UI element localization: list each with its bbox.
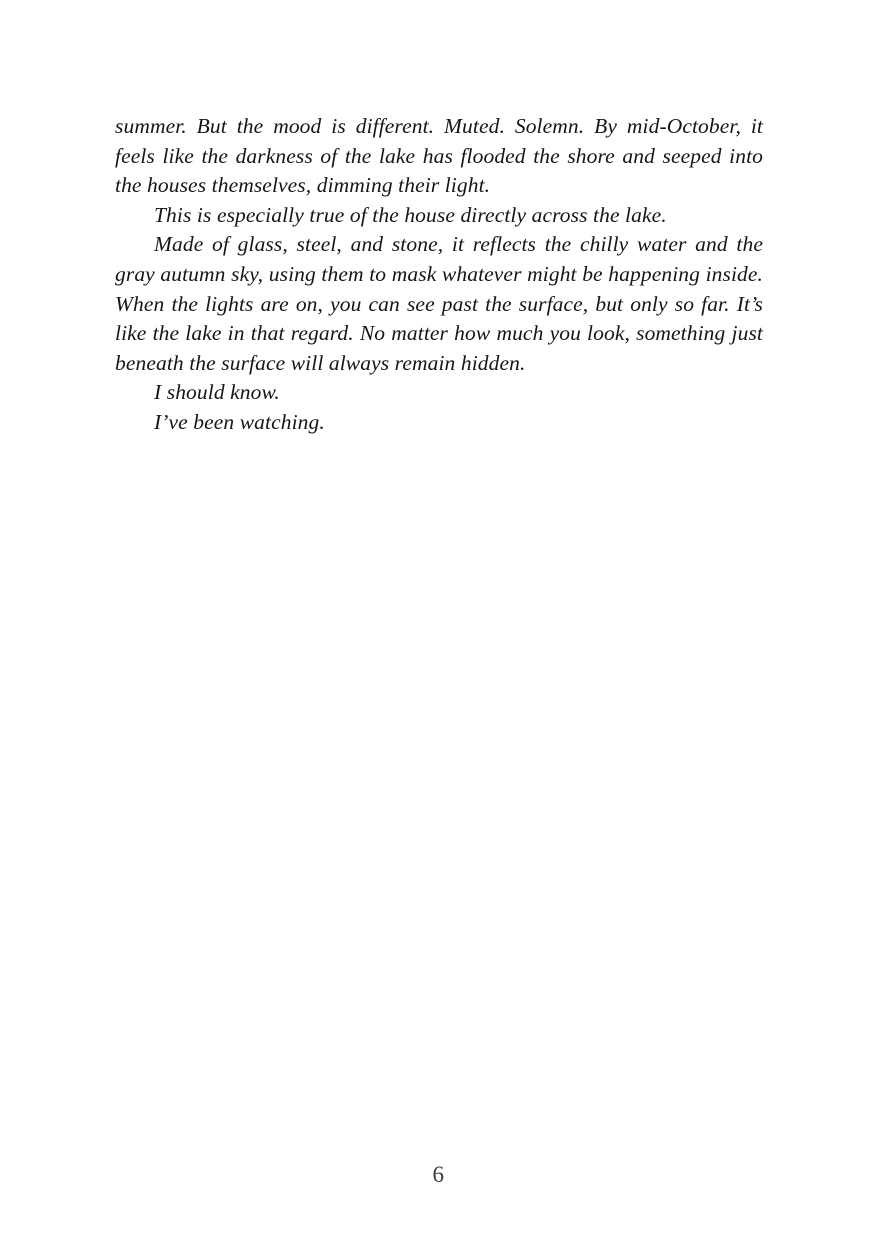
paragraph: This is especially true of the house directly across the lake. xyxy=(154,202,667,227)
paragraph: Made of glass, steel, and stone, it reflects the chilly water and the gray autumn sky, using them to mask whatever might be happening inside. When the lights are on, you can see past the surface, but only so far. It’s like the lake in that regard. No matter how much you look, something just beneath the surface will always remain hidden. xyxy=(115,232,763,375)
paragraph: I should know. xyxy=(154,380,280,405)
page-number: 6 xyxy=(432,1162,445,1187)
paragraph: summer. But the mood is different. Muted. Solemn. By mid-October, it feels like the darkness of the lake has flooded the shore and seeped into the houses themselves, dimming their light. xyxy=(115,114,763,198)
paragraph: I’ve been watching. xyxy=(154,409,325,434)
page-text-block xyxy=(115,112,763,438)
